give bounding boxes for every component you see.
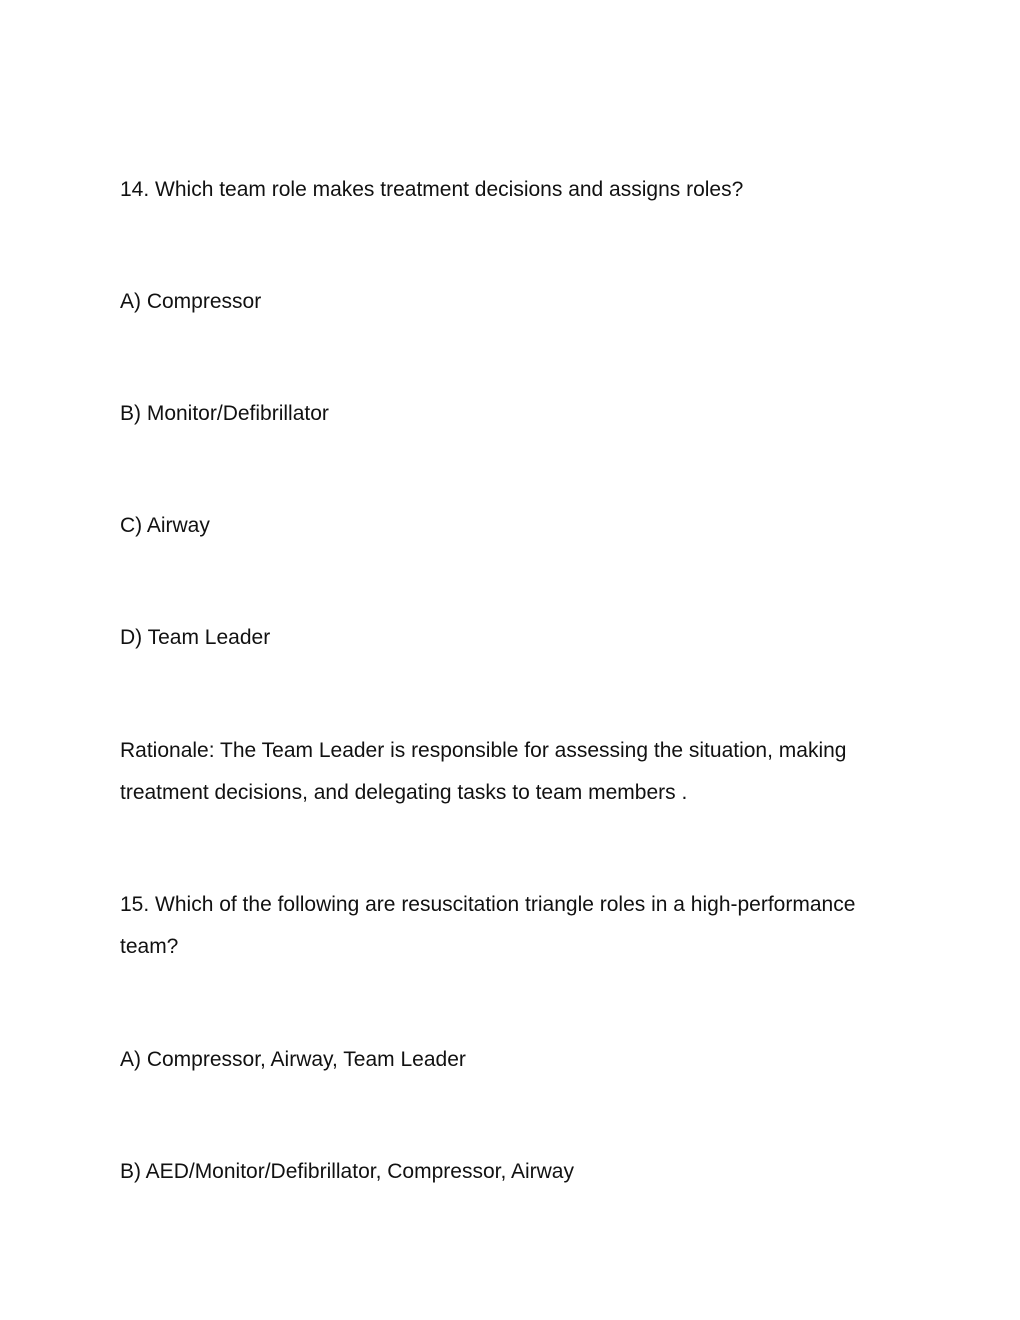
question-14-rationale: Rationale: The Team Leader is responsible for assessing the situation, making treatment decisions, and delegating tasks to team members . — [120, 739, 847, 804]
question-14-option-d: D) Team Leader — [120, 626, 271, 649]
question-14-option-a: A) Compressor — [120, 290, 262, 313]
question-15-text: 15. Which of the following are resuscitation triangle roles in a high-performance team? — [120, 893, 856, 958]
question-14-text: 14. Which team role makes treatment decisions and assigns roles? — [120, 178, 744, 201]
question-15-option-a: A) Compressor, Airway, Team Leader — [120, 1048, 466, 1071]
question-15-option-b: B) AED/Monitor/Defibrillator, Compressor, Airway — [120, 1160, 574, 1183]
question-14-option-c: C) Airway — [120, 514, 210, 537]
question-14-option-b: B) Monitor/Defibrillator — [120, 402, 329, 425]
